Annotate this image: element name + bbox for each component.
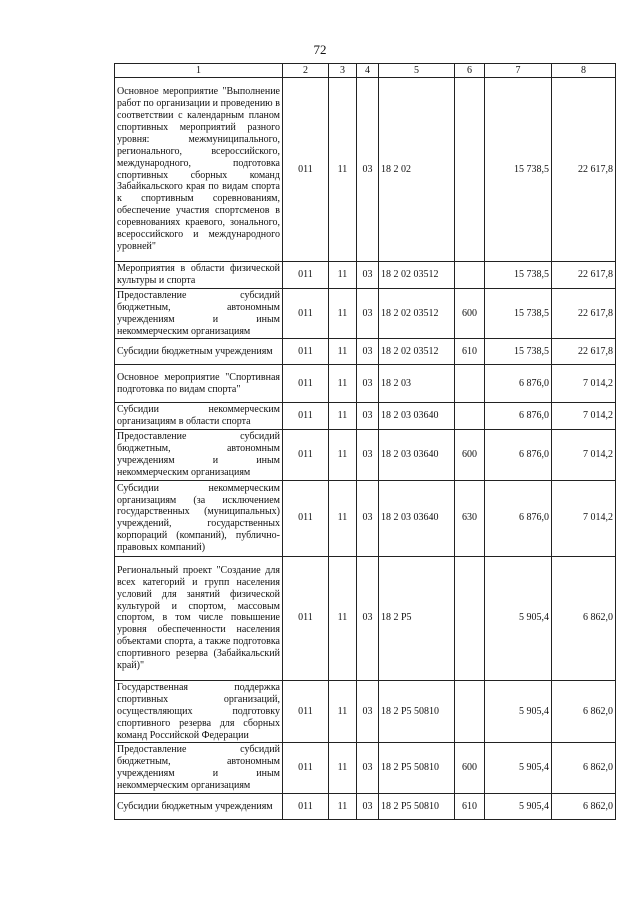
cell-target-code: 18 2 02 03512 <box>379 288 455 339</box>
col-header: 3 <box>329 64 357 78</box>
cell-target-code: 18 2 P5 50810 <box>379 743 455 794</box>
cell-target-code: 18 2 03 03640 <box>379 403 455 430</box>
cell-amount-2: 6 862,0 <box>552 680 616 743</box>
cell-amount-1: 5 905,4 <box>485 556 552 680</box>
cell-amount-1: 6 876,0 <box>485 365 552 403</box>
cell-amount-2: 7 014,2 <box>552 403 616 430</box>
cell-amount-2: 6 862,0 <box>552 743 616 794</box>
table-row <box>115 743 616 794</box>
col-header: 2 <box>283 64 329 78</box>
cell-target-code: 18 2 02 03512 <box>379 339 455 365</box>
table-row <box>115 78 616 262</box>
cell-amount-1: 6 876,0 <box>485 403 552 430</box>
cell-subsection: 03 <box>357 288 379 339</box>
table-row <box>115 556 616 680</box>
cell-amount-2: 7 014,2 <box>552 365 616 403</box>
cell-target-code: 18 2 03 03640 <box>379 430 455 481</box>
cell-expense-type <box>455 556 485 680</box>
cell-expense-type: 600 <box>455 430 485 481</box>
row-name: Региональный проект "Создание для всех категорий и групп населения условий для занятий физической культурой и спортом, массовым спортом, в том числе повышение уровня обеспеченности населения объектами спорта, а также подготовка спортивного резерва (Забайкальский край)" <box>115 556 283 680</box>
cell-admin-code: 011 <box>283 339 329 365</box>
cell-amount-2: 7 014,2 <box>552 480 616 556</box>
cell-expense-type <box>455 680 485 743</box>
table-row <box>115 262 616 289</box>
col-header: 1 <box>115 64 283 78</box>
cell-amount-2: 22 617,8 <box>552 339 616 365</box>
cell-target-code: 18 2 03 <box>379 365 455 403</box>
cell-admin-code: 011 <box>283 743 329 794</box>
cell-amount-1: 15 738,5 <box>485 262 552 289</box>
col-header: 5 <box>379 64 455 78</box>
cell-amount-2: 7 014,2 <box>552 430 616 481</box>
cell-target-code: 18 2 03 03640 <box>379 480 455 556</box>
cell-amount-2: 6 862,0 <box>552 556 616 680</box>
cell-section: 11 <box>329 743 357 794</box>
col-header: 7 <box>485 64 552 78</box>
cell-admin-code: 011 <box>283 262 329 289</box>
cell-admin-code: 011 <box>283 556 329 680</box>
cell-admin-code: 011 <box>283 430 329 481</box>
cell-section: 11 <box>329 480 357 556</box>
cell-subsection: 03 <box>357 365 379 403</box>
cell-target-code: 18 2 P5 50810 <box>379 794 455 820</box>
cell-section: 11 <box>329 365 357 403</box>
cell-amount-1: 5 905,4 <box>485 794 552 820</box>
cell-amount-1: 5 905,4 <box>485 743 552 794</box>
col-header: 8 <box>552 64 616 78</box>
table-row <box>115 430 616 481</box>
cell-subsection: 03 <box>357 262 379 289</box>
cell-target-code: 18 2 P5 50810 <box>379 680 455 743</box>
row-name: Субсидии бюджетным учреждениям <box>115 339 283 365</box>
row-name: Мероприятия в области физической культуры и спорта <box>115 262 283 289</box>
cell-admin-code: 011 <box>283 288 329 339</box>
cell-section: 11 <box>329 262 357 289</box>
cell-subsection: 03 <box>357 680 379 743</box>
cell-subsection: 03 <box>357 480 379 556</box>
cell-section: 11 <box>329 430 357 481</box>
cell-expense-type <box>455 403 485 430</box>
cell-expense-type: 610 <box>455 339 485 365</box>
row-name: Государственная поддержка спортивных организаций, осуществляющих подготовку спортивного резерва для сборных команд Российской Федерации <box>115 680 283 743</box>
cell-section: 11 <box>329 339 357 365</box>
cell-admin-code: 011 <box>283 480 329 556</box>
page-number: 72 <box>313 42 327 57</box>
cell-section: 11 <box>329 794 357 820</box>
row-name: Предоставление субсидий бюджетным, автономным учреждениям и иным некоммерческим организациям <box>115 430 283 481</box>
cell-amount-2: 22 617,8 <box>552 78 616 262</box>
cell-admin-code: 011 <box>283 794 329 820</box>
cell-section: 11 <box>329 680 357 743</box>
table-row <box>115 339 616 365</box>
cell-amount-2: 22 617,8 <box>552 262 616 289</box>
cell-subsection: 03 <box>357 794 379 820</box>
cell-section: 11 <box>329 288 357 339</box>
cell-subsection: 03 <box>357 403 379 430</box>
cell-expense-type <box>455 262 485 289</box>
budget-table <box>114 63 616 820</box>
table-header-row <box>115 64 616 78</box>
cell-amount-2: 22 617,8 <box>552 288 616 339</box>
cell-subsection: 03 <box>357 430 379 481</box>
row-name: Субсидии некоммерческим организациям в области спорта <box>115 403 283 430</box>
cell-amount-1: 15 738,5 <box>485 288 552 339</box>
row-name: Основное мероприятие "Выполнение работ по организации и проведению в соответствии с календарным планом спортивных мероприятий разного уровня: межмуниципального, регионального, всероссийского, международного, подготовка спортивных сборных команд Забайкальского края по видам спорта к спортивным соревнованиям, обеспечение участия спортсменов в соревнованиях краевого, зонального, всероссийского и международного уровней" <box>115 78 283 262</box>
cell-subsection: 03 <box>357 339 379 365</box>
cell-subsection: 03 <box>357 556 379 680</box>
cell-expense-type: 630 <box>455 480 485 556</box>
cell-amount-1: 15 738,5 <box>485 78 552 262</box>
cell-section: 11 <box>329 403 357 430</box>
table-row <box>115 365 616 403</box>
cell-admin-code: 011 <box>283 365 329 403</box>
row-name: Предоставление субсидий бюджетным, автономным учреждениям и иным некоммерческим организациям <box>115 288 283 339</box>
table-row <box>115 403 616 430</box>
cell-target-code: 18 2 02 03512 <box>379 262 455 289</box>
cell-expense-type: 600 <box>455 743 485 794</box>
cell-amount-1: 5 905,4 <box>485 680 552 743</box>
cell-expense-type: 610 <box>455 794 485 820</box>
table-row <box>115 794 616 820</box>
row-name: Субсидии некоммерческим организациям (за исключением государственных (муниципальных) учреждений, государственных корпораций (компаний), публично-правовых компаний) <box>115 480 283 556</box>
cell-amount-1: 15 738,5 <box>485 339 552 365</box>
cell-section: 11 <box>329 78 357 262</box>
cell-amount-2: 6 862,0 <box>552 794 616 820</box>
row-name: Основное мероприятие "Спортивная подготовка по видам спорта" <box>115 365 283 403</box>
table-row <box>115 680 616 743</box>
cell-section: 11 <box>329 556 357 680</box>
cell-expense-type <box>455 78 485 262</box>
row-name: Субсидии бюджетным учреждениям <box>115 794 283 820</box>
row-name: Предоставление субсидий бюджетным, автономным учреждениям и иным некоммерческим организациям <box>115 743 283 794</box>
cell-admin-code: 011 <box>283 680 329 743</box>
cell-target-code: 18 2 P5 <box>379 556 455 680</box>
cell-expense-type: 600 <box>455 288 485 339</box>
col-header: 6 <box>455 64 485 78</box>
table-row <box>115 480 616 556</box>
table-row <box>115 288 616 339</box>
cell-subsection: 03 <box>357 78 379 262</box>
col-header: 4 <box>357 64 379 78</box>
cell-amount-1: 6 876,0 <box>485 480 552 556</box>
cell-amount-1: 6 876,0 <box>485 430 552 481</box>
cell-expense-type <box>455 365 485 403</box>
cell-admin-code: 011 <box>283 78 329 262</box>
cell-subsection: 03 <box>357 743 379 794</box>
cell-admin-code: 011 <box>283 403 329 430</box>
cell-target-code: 18 2 02 <box>379 78 455 262</box>
